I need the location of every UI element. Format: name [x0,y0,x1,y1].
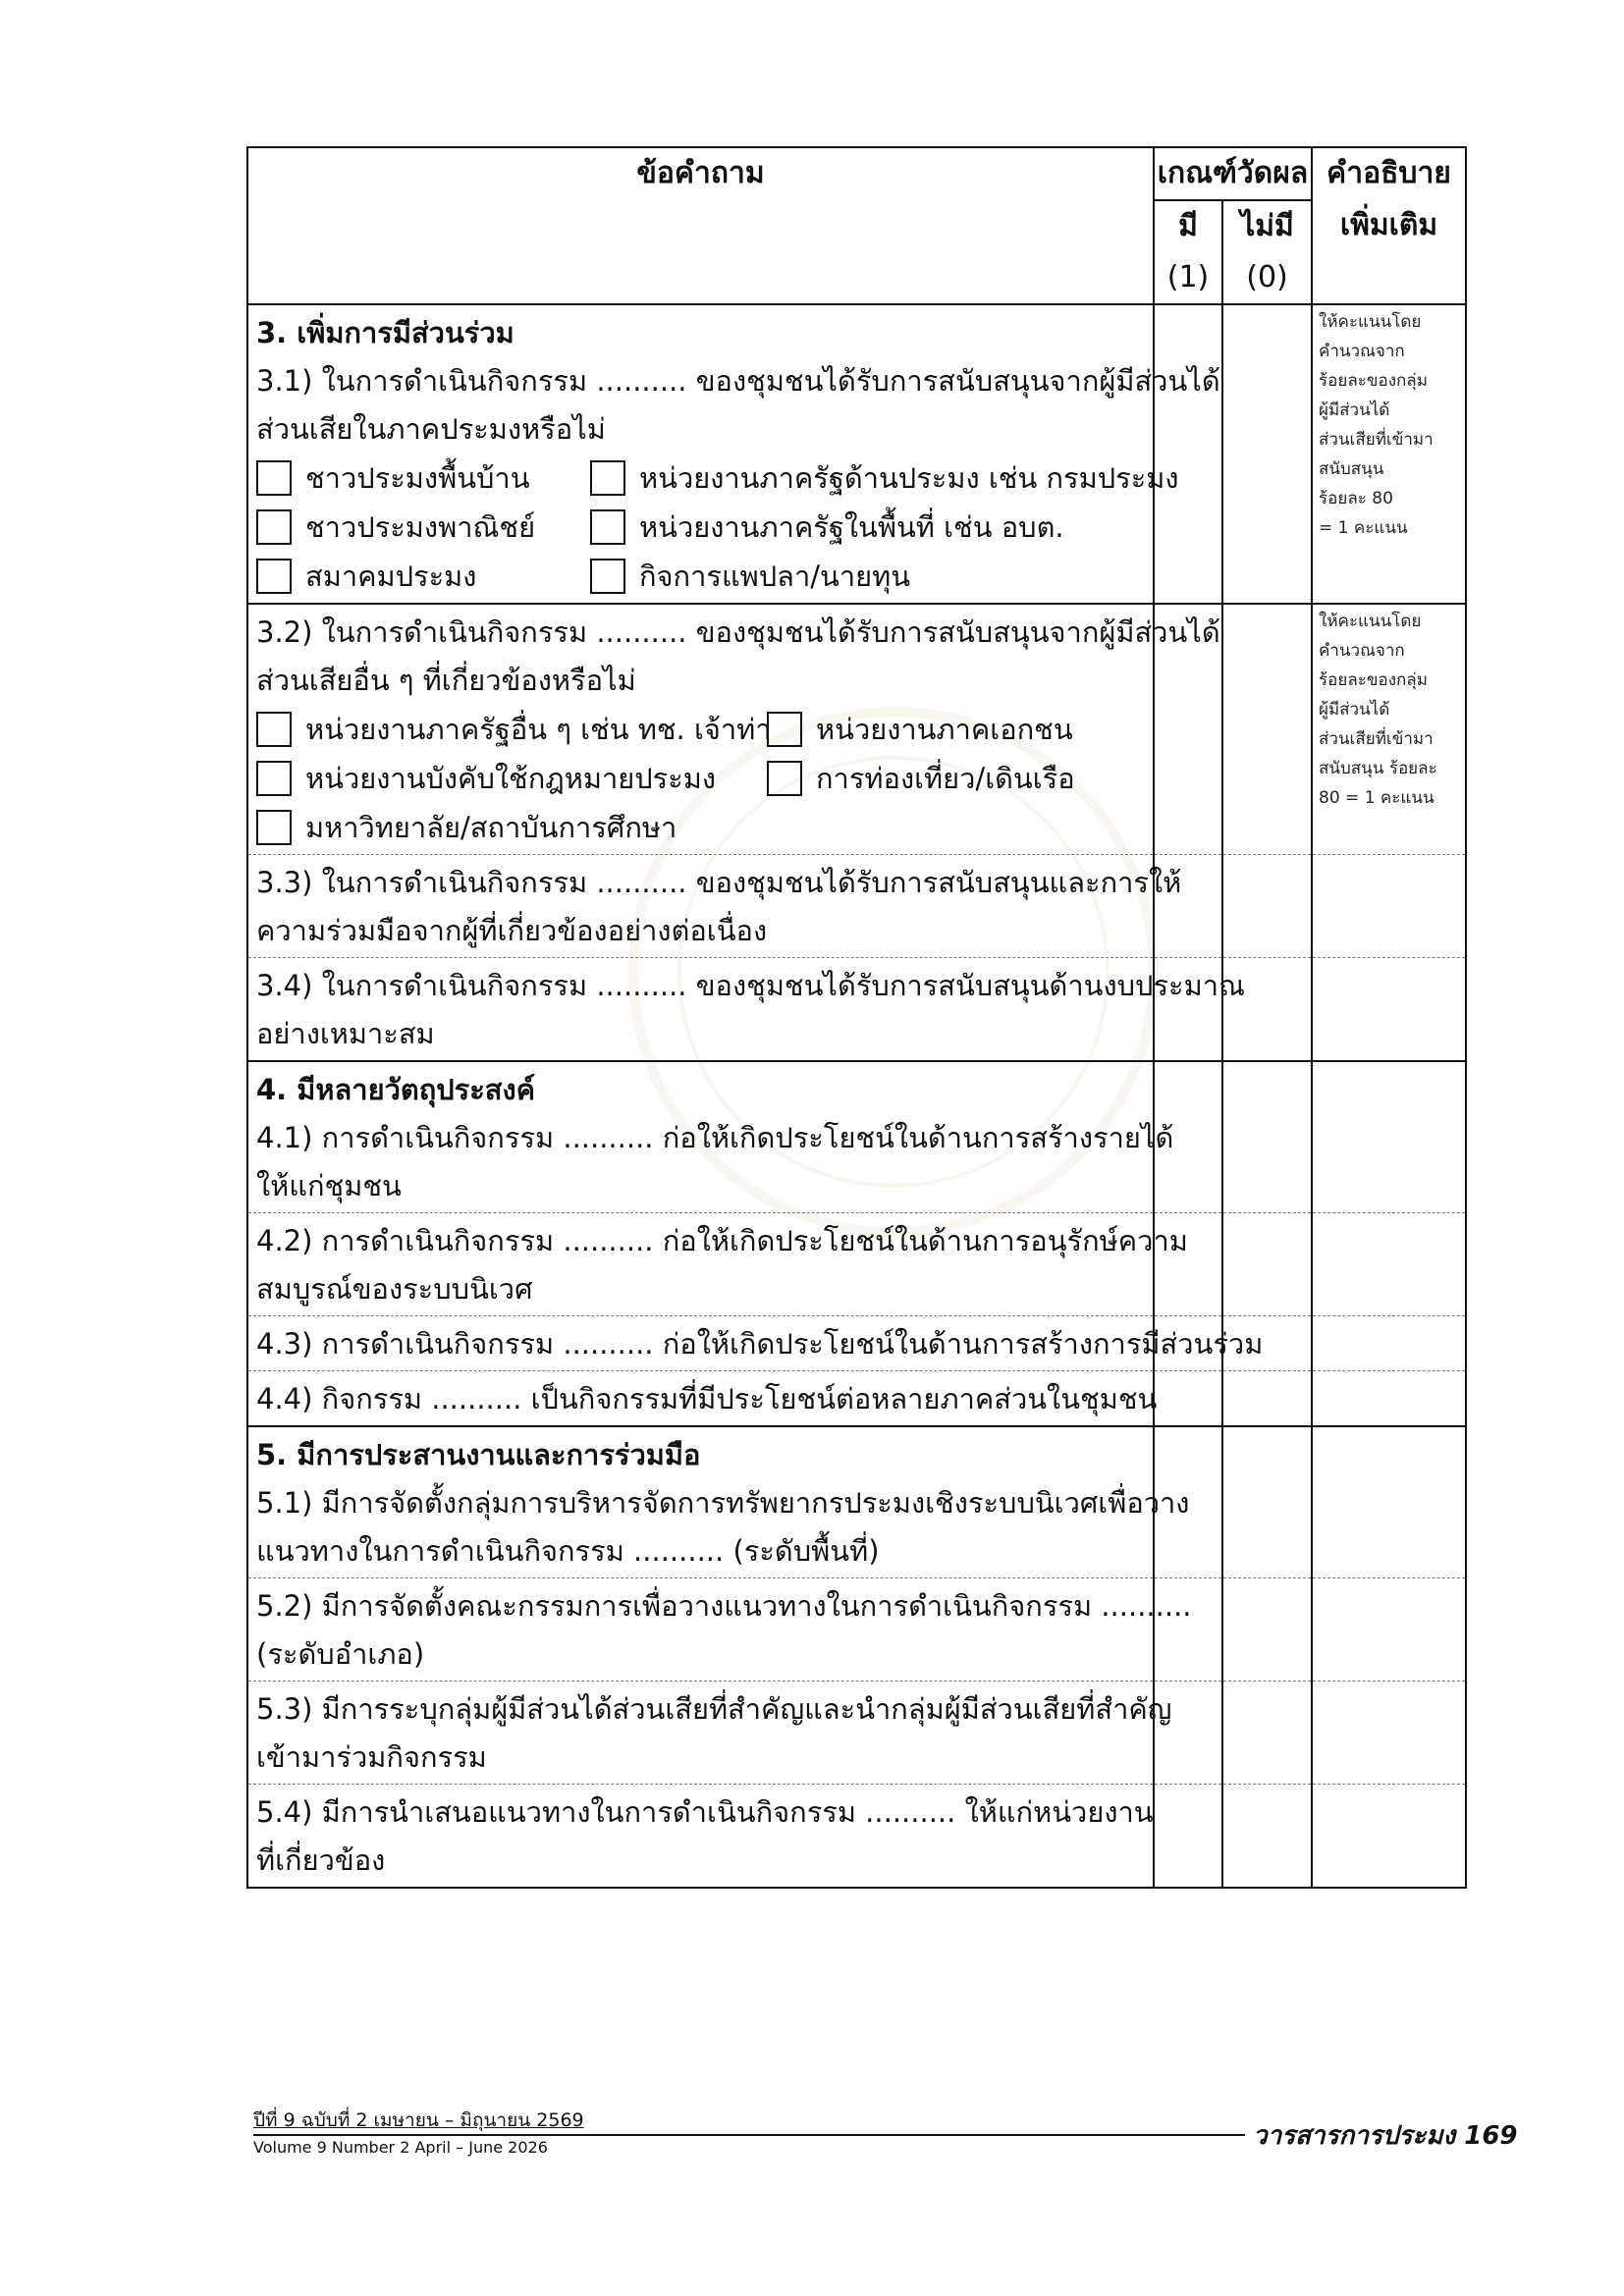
table-row [247,304,1466,604]
question-text: ให้แก่ชุมชน [256,1169,402,1202]
table-row [247,1426,1466,1578]
question-text: (ระดับอำเภอ) [256,1637,425,1671]
checkbox-option[interactable]: หน่วยงานภาครัฐด้านประมง เช่น กรมประมง [590,454,1140,503]
question-text: 5.2) มีการจัดตั้งคณะกรรมการเพื่อวางแนวทางในการดำเนินกิจกรรม .......... [256,1589,1192,1623]
no-cell[interactable] [1222,1426,1312,1578]
table-row [247,1785,1466,1889]
no-cell[interactable] [1222,1371,1312,1427]
checkbox-option[interactable]: ชาวประมงพาณิชย์ [256,503,590,552]
scoring-note: ให้คะแนนโดย คำนวณจาก ร้อยละของกลุ่ม ผู้มีส่วนได้ ส่วนเสียที่เข้ามา สนับสนุน ร้อยละ 80 = 1 คะแนน [1319,312,1434,538]
question-text: 4.2) การดำเนินกิจกรรม .......... ก่อให้เกิดประโยชน์ในด้านการอนุรักษ์ความ [256,1224,1188,1257]
table-row [247,1578,1466,1682]
table-row [247,1316,1466,1371]
question-text: สมบูรณ์ของระบบนิเวศ [256,1272,533,1306]
checkbox-option[interactable]: หน่วยงานภาคเอกชน [767,705,1140,754]
checkbox[interactable] [256,460,292,496]
checkbox-option[interactable]: กิจการแพปลา/นายทุน [590,552,1140,601]
checkbox-option[interactable]: การท่องเที่ยว/เดินเรือ [767,754,1140,803]
question-text: ที่เกี่ยวข้อง [256,1843,386,1877]
question-text: 4.4) กิจกรรม .......... เป็นกิจกรรมที่มีประโยชน์ต่อหลายภาคส่วนในชุมชน [256,1382,1158,1415]
checkbox[interactable] [256,761,292,796]
question-text: 3.1) ในการดำเนินกิจกรรม .......... ของชุมชนได้รับการสนับสนุนจากผู้มีส่วนได้ [256,364,1220,398]
yes-header: มี [1154,200,1222,252]
checkbox-option[interactable]: มหาวิทยาลัย/สถาบันการศึกษา [256,803,767,852]
table-row [247,1213,1466,1316]
no-cell[interactable] [1222,855,1312,958]
section-heading: 5. มีการประสานงานและการร่วมมือ [256,1438,701,1471]
english-issue-info: Volume 9 Number 2 April – June 2026 [253,2138,548,2157]
checkbox-option[interactable]: หน่วยงานภาครัฐอื่น ๆ เช่น ทช. เจ้าท่า [256,705,767,754]
checkbox-option[interactable]: สมาคมประมง [256,552,590,601]
section-heading: 3. เพิ่มการมีส่วนร่วม [256,316,514,349]
question-text: 5.1) มีการจัดตั้งกลุ่มการบริหารจัดการทรัพยากรประมงเชิงระบบนิเวศเพื่อวาง [256,1486,1190,1520]
question-text: ส่วนเสียอื่น ๆ ที่เกี่ยวข้องหรือไม่ [256,664,636,697]
table-row [247,1061,1466,1213]
question-text: 5.4) มีการนำเสนอแนวทางในการดำเนินกิจกรรม .......... ให้แก่หน่วยงาน [256,1795,1154,1829]
question-text: ความร่วมมือจากผู้ที่เกี่ยวข้องอย่างต่อเนื่อง [256,914,768,947]
question-text: 4.3) การดำเนินกิจกรรม .......... ก่อให้เกิดประโยชน์ในด้านการสร้างการมีส่วนร่วม [256,1327,1264,1361]
question-text: 3.4) ในการดำเนินกิจกรรม .......... ของชุมชนได้รับการสนับสนุนด้านงบประมาณ [256,969,1245,1002]
checkbox-option[interactable]: ชาวประมงพื้นบ้าน [256,454,590,503]
question-text: 3.2) ในการดำเนินกิจกรรม .......... ของชุมชนได้รับการสนับสนุนจากผู้มีส่วนได้ [256,615,1220,649]
section-heading: 4. มีหลายวัตถุประสงค์ [256,1073,536,1106]
checkbox[interactable] [767,761,802,796]
question-text: เข้ามาร่วมกิจกรรม [256,1740,487,1774]
checkbox[interactable] [256,509,292,545]
no-cell[interactable] [1222,1061,1312,1213]
no-cell[interactable] [1222,1578,1312,1682]
checkbox[interactable] [590,460,625,496]
question-text: 3.3) ในการดำเนินกิจกรรม .......... ของชุมชนได้รับการสนับสนุนและการให้ [256,866,1182,899]
question-text: ส่วนเสียในภาคประมงหรือไม่ [256,412,606,446]
footer-rule [253,2134,1245,2136]
checkbox[interactable] [256,559,292,594]
no-cell[interactable] [1222,304,1312,604]
yes-cell[interactable] [1154,1371,1222,1427]
yes-score: (1) [1154,252,1222,304]
no-cell[interactable] [1222,1785,1312,1889]
table-row [247,855,1466,958]
yes-cell[interactable] [1154,1785,1222,1889]
no-score: (0) [1222,252,1312,304]
scoring-note: ให้คะแนนโดย คำนวณจาก ร้อยละของกลุ่ม ผู้มีส่วนได้ ส่วนเสียที่เข้ามา สนับสนุน ร้อยละ 80 = 1 คะแนน [1319,612,1437,808]
note-header-line2: เพิ่มเติม [1312,200,1466,252]
question-header: ข้อคำถาม [247,147,1154,304]
checkbox[interactable] [590,509,625,545]
no-cell[interactable] [1222,604,1312,855]
journal-name-page-number: วารสารการประมง 169 [1253,2121,1518,2151]
table-row [247,1682,1466,1785]
checkbox[interactable] [590,559,625,594]
checkbox[interactable] [256,712,292,747]
question-text: 4.1) การดำเนินกิจกรรม .......... ก่อให้เกิดประโยชน์ในด้านการสร้างรายได้ [256,1121,1174,1154]
no-header: ไม่มี [1222,200,1312,252]
checkbox-option[interactable]: หน่วยงานบังคับใช้กฎหมายประมง [256,754,767,803]
criteria-header: เกณฑ์วัดผล [1154,147,1312,200]
table-row [247,1371,1466,1427]
checkbox-option[interactable]: หน่วยงานภาครัฐในพื้นที่ เช่น อบต. [590,503,1140,552]
question-text: แนวทางในการดำเนินกิจกรรม .......... (ระดับพื้นที่) [256,1534,880,1568]
thai-issue-info: ปีที่ 9 ฉบับที่ 2 เมษายน – มิถุนายน 2569 [253,2109,584,2131]
checkbox[interactable] [767,712,802,747]
table-row [247,604,1466,855]
question-text: 5.3) มีการระบุกลุ่มผู้มีส่วนได้ส่วนเสียที่สำคัญและนำกลุ่มผู้มีส่วนเสียที่สำคัญ [256,1692,1172,1726]
note-header-line1: คำอธิบาย [1312,147,1466,200]
no-cell[interactable] [1222,1213,1312,1316]
question-text: อย่างเหมาะสม [256,1017,435,1050]
evaluation-table [246,146,1467,1889]
table-row [247,958,1466,1062]
no-cell[interactable] [1222,1682,1312,1785]
checkbox[interactable] [256,810,292,845]
